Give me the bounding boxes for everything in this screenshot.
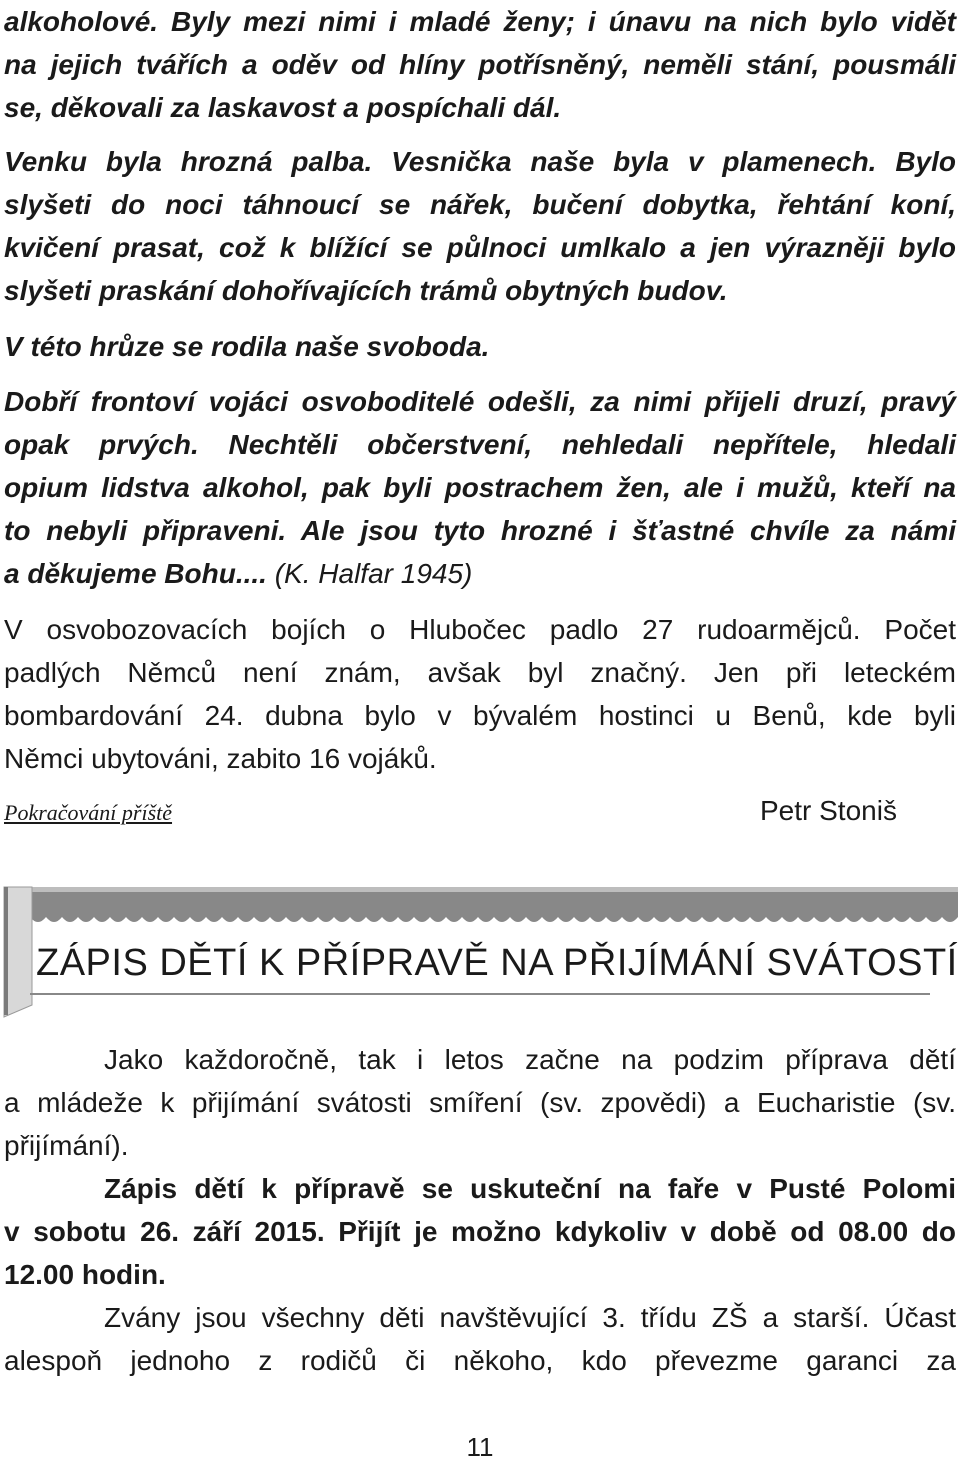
- text-line: padlých Němců není znám, avšak byl značný. Jen při leteckém: [4, 657, 956, 688]
- story-paragraph-4: [4, 380, 956, 595]
- facts-paragraph: [4, 608, 956, 780]
- text-line: 12.00 hodin.: [4, 1259, 166, 1290]
- banner-bottom-rule: [30, 993, 930, 995]
- text-line: Jako každoročně, tak i letos začne na podzim příprava dětí: [104, 1044, 956, 1075]
- text-line: opak prvých. Nechtěli občerstvení, nehledali nepřítele, hledali: [4, 429, 956, 460]
- text-line: Němci ubytováni, zabito 16 vojáků.: [4, 743, 437, 774]
- quote-source: (K. Halfar 1945): [266, 558, 473, 589]
- text-line: kvičení prasat, což k blížící se půlnoci umlkalo a jen výrazněji bylo: [4, 232, 956, 263]
- continuation-note: Pokračování příště: [4, 800, 173, 825]
- text-line: slyšeti do noci táhnoucí se nářek, bučení dobytka, řehtání koní,: [4, 189, 956, 220]
- text-line: se, děkovali za laskavost a pospíchali dál.: [4, 92, 562, 123]
- text-line: Venku byla hrozná palba. Vesnička naše byla v plamenech. Bylo: [4, 146, 956, 177]
- author-signature: Petr Stoniš: [760, 795, 897, 826]
- text-line: Zápis dětí k přípravě se uskuteční na faře v Pusté Polomi: [104, 1173, 956, 1204]
- story-paragraph-1: [4, 0, 956, 129]
- text-line: bombardování 24. dubna bylo v bývalém hostinci u Benů, kde byli: [4, 700, 956, 731]
- banner-left-tab: [4, 887, 32, 1017]
- banner-band: [8, 887, 958, 922]
- text-line: Dobří frontoví vojáci osvoboditelé odešli, za nimi přijeli druzí, pravý: [4, 386, 956, 417]
- text-line: opium lidstva alkohol, pak byli postrachem žen, ale i mužů, kteří na: [4, 472, 956, 503]
- banner-highlight: [8, 887, 958, 892]
- story-paragraph-3: [4, 325, 956, 368]
- text-line: na jejich tvářích a oděv od hlíny potřísněný, neměli stání, pousmáli: [4, 49, 956, 80]
- text-line: v sobotu 26. září 2015. Přijít je možno kdykoliv v době od 08.00 do: [4, 1216, 956, 1247]
- enrollment-section: [4, 1038, 956, 1382]
- text-line: slyšeti praskání dohořívajících trámů obytných budov.: [4, 275, 728, 306]
- section-title: ZÁPIS DĚTÍ K PŘÍPRAVĚ NA PŘIJÍMÁNÍ SVÁTOSTÍ: [36, 942, 958, 984]
- text-line: Zvány jsou všechny děti navštěvující 3. třídu ZŠ a starší. Účast: [104, 1302, 956, 1333]
- text-line: to nebyli připraveni. Ale jsou tyto hrozné i šťastné chvíle za námi: [4, 515, 956, 546]
- page-number: 11: [466, 1432, 494, 1462]
- story-paragraph-2: [4, 140, 956, 312]
- text-line: alespoň jednoho z rodičů či někoho, kdo převezme garanci za: [4, 1345, 956, 1376]
- text-line: alkoholové. Byly mezi nimi i mladé ženy; i únavu na nich bylo vidět: [4, 6, 956, 37]
- text-line: přijímání).: [4, 1130, 129, 1161]
- text-line: a mládeže k přijímání svátosti smíření (sv. zpovědi) a Eucharistie (sv.: [4, 1087, 956, 1118]
- text-line: V této hrůze se rodila naše svoboda.: [4, 331, 490, 362]
- text-line: [4, 552, 956, 595]
- text-line: V osvobozovacích bojích o Hlubočec padlo 27 rudoarmějců. Počet: [4, 614, 956, 645]
- banner-left-edge: [4, 887, 8, 1015]
- text-line-bold: a děkujeme Bohu....: [4, 558, 267, 589]
